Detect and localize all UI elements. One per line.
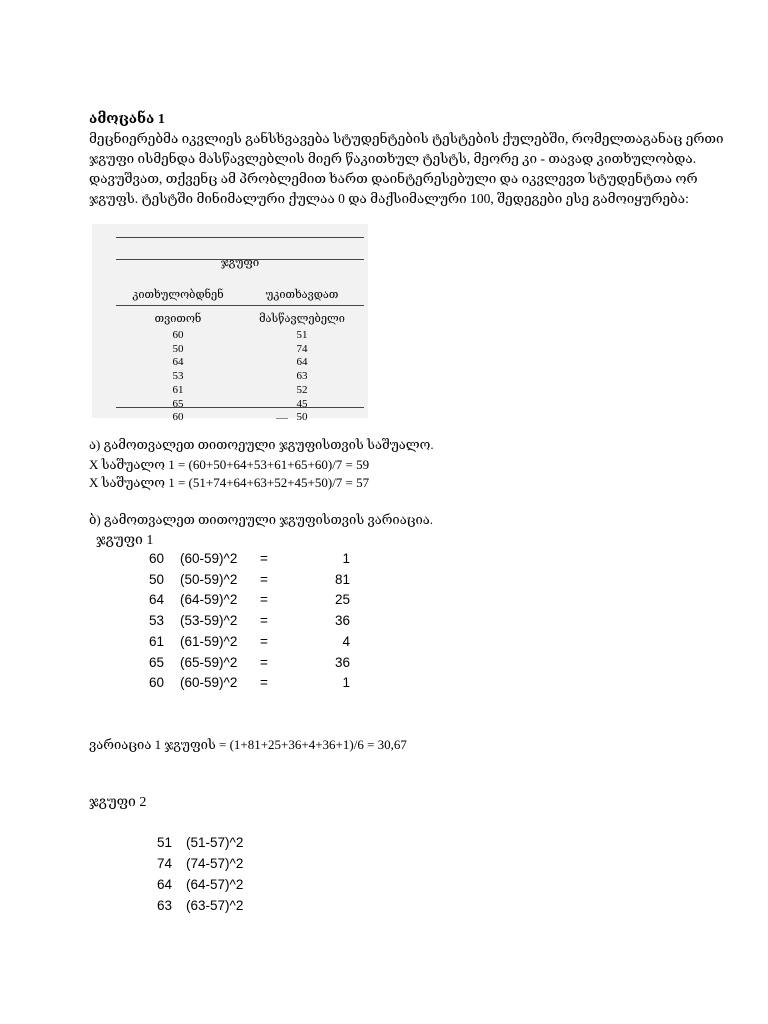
variance-row bbox=[0, 613, 768, 634]
row-expression: (53-59)^2 bbox=[180, 613, 238, 629]
row-expression: (64-57)^2 bbox=[186, 877, 244, 892]
intro-line: ჯგუფი ისმენდა მასწავლებლის მიერ წაკითხულ ტესტს, მეორე კი - თავად კითხულობდა. bbox=[89, 151, 697, 166]
variance-row bbox=[0, 634, 768, 655]
column-values-group2 bbox=[240, 329, 364, 425]
row-value: 65 bbox=[148, 654, 164, 670]
variance-row bbox=[0, 572, 768, 593]
intro-line: დავუშვათ, თქვენც ამ პრობლემით ხართ დაინტერესებული და იკვლევთ სტუდენტთა ორ bbox=[89, 171, 698, 186]
intro-paragraph bbox=[89, 129, 724, 209]
row-expression: (63-57)^2 bbox=[186, 898, 244, 913]
row-equals: = bbox=[260, 654, 268, 670]
intro-line: ჯგუფს. ტესტში მინიმალური ქულაა 0 და მაქსიმალური 100, შედეგები ესე გამოიყურება: bbox=[89, 191, 689, 206]
group2-label: ჯგუფი 2 bbox=[89, 795, 147, 810]
variance-row bbox=[0, 655, 768, 676]
table-cell: 45 bbox=[296, 397, 308, 410]
variance-row bbox=[0, 551, 768, 572]
table-cell: 51 bbox=[296, 329, 308, 341]
row-value: 64 bbox=[156, 877, 172, 892]
row-equals: = bbox=[260, 613, 268, 629]
row-value: 64 bbox=[148, 592, 164, 608]
row-equals: = bbox=[260, 551, 268, 566]
table-footnote-dash bbox=[276, 418, 288, 419]
row-equals: = bbox=[260, 675, 268, 691]
table-cell: 61 bbox=[172, 383, 184, 396]
table-cell: 65 bbox=[172, 397, 184, 410]
row-result: 36 bbox=[334, 613, 350, 629]
row-expression: (51-57)^2 bbox=[186, 835, 244, 850]
variance-row bbox=[0, 835, 768, 856]
row-expression: (60-59)^2 bbox=[180, 551, 238, 566]
row-value: 50 bbox=[148, 571, 164, 587]
part-b-question: ბ) გამოთვალეთ თითოეული ჯგუფისთვის ვარიაცია. bbox=[89, 512, 434, 527]
variance-row bbox=[0, 898, 768, 919]
row-value: 63 bbox=[156, 898, 172, 913]
header-line: უკითხავდათ bbox=[265, 289, 339, 301]
row-expression: (61-59)^2 bbox=[180, 633, 238, 649]
table-cell: 53 bbox=[172, 370, 184, 383]
table-rule bbox=[116, 407, 364, 408]
header-line: მასწავლებელი bbox=[259, 313, 345, 325]
row-expression: (50-59)^2 bbox=[180, 571, 238, 587]
row-value: 51 bbox=[156, 835, 172, 850]
row-result: 81 bbox=[334, 571, 350, 587]
row-value: 53 bbox=[148, 613, 164, 629]
table-cell: 52 bbox=[296, 383, 308, 396]
table-title: ჯგუფი bbox=[220, 257, 260, 269]
row-expression: (65-59)^2 bbox=[180, 654, 238, 670]
row-result: 36 bbox=[334, 654, 350, 670]
part-a-question: ა) გამოთვალეთ თითოეული ჯგუფისთვის საშუალო. bbox=[89, 437, 434, 452]
variance-group1-result: ვარიაცია 1 ჯგუფის = (1+81+25+36+4+36+1)/6 = 30,67 bbox=[89, 737, 407, 752]
table-cell: 64 bbox=[172, 356, 184, 369]
row-expression: (64-59)^2 bbox=[180, 592, 238, 608]
variance-row bbox=[0, 592, 768, 613]
header-line: თვითონ bbox=[154, 313, 202, 325]
header-line: კითხულობდნენ bbox=[132, 289, 224, 301]
table-cell: 74 bbox=[296, 342, 308, 355]
row-value: 61 bbox=[148, 633, 164, 649]
row-result: 4 bbox=[342, 633, 350, 649]
variance-row bbox=[0, 856, 768, 877]
task-heading: ამოცანა 1 bbox=[89, 112, 165, 127]
group1-label: ჯგუფი 1 bbox=[96, 533, 154, 548]
table-cell: 64 bbox=[296, 356, 308, 369]
mean-group1: X საშუალო 1 = (60+50+64+53+61+65+60)/7 = 59 bbox=[89, 457, 370, 472]
row-result: 1 bbox=[342, 675, 350, 691]
data-table-image bbox=[92, 224, 368, 424]
variance-row bbox=[0, 675, 768, 696]
table-rule bbox=[116, 305, 364, 306]
row-value: 60 bbox=[148, 675, 164, 691]
column-values-group1 bbox=[116, 329, 240, 425]
table-cell: 50 bbox=[172, 342, 184, 355]
table-rule bbox=[116, 237, 364, 238]
row-value: 74 bbox=[156, 856, 172, 871]
table-cell: 60 bbox=[172, 329, 184, 341]
row-result: 1 bbox=[342, 551, 350, 566]
variance-row bbox=[0, 877, 768, 898]
row-value: 60 bbox=[148, 551, 164, 566]
column-header-read-themselves bbox=[116, 283, 240, 331]
row-equals: = bbox=[260, 571, 268, 587]
mean-group2: X საშუალო 1 = (51+74+64+63+52+45+50)/7 = 57 bbox=[89, 475, 370, 490]
table-cell: 60 bbox=[172, 411, 184, 424]
row-expression: (74-57)^2 bbox=[186, 856, 244, 871]
table-rule bbox=[116, 259, 364, 260]
row-equals: = bbox=[260, 592, 268, 608]
intro-line: მეცნიერებმა იკვლიეს განსხვავება სტუდენტების ტესტების ქულებში, რომელთაგანაც ერთი bbox=[89, 131, 724, 146]
row-expression: (60-59)^2 bbox=[180, 675, 238, 691]
table-cell: 63 bbox=[296, 370, 308, 383]
column-header-teacher-read bbox=[240, 283, 364, 331]
row-result: 25 bbox=[334, 592, 350, 608]
row-equals: = bbox=[260, 633, 268, 649]
table-cell: 50 bbox=[296, 411, 308, 424]
